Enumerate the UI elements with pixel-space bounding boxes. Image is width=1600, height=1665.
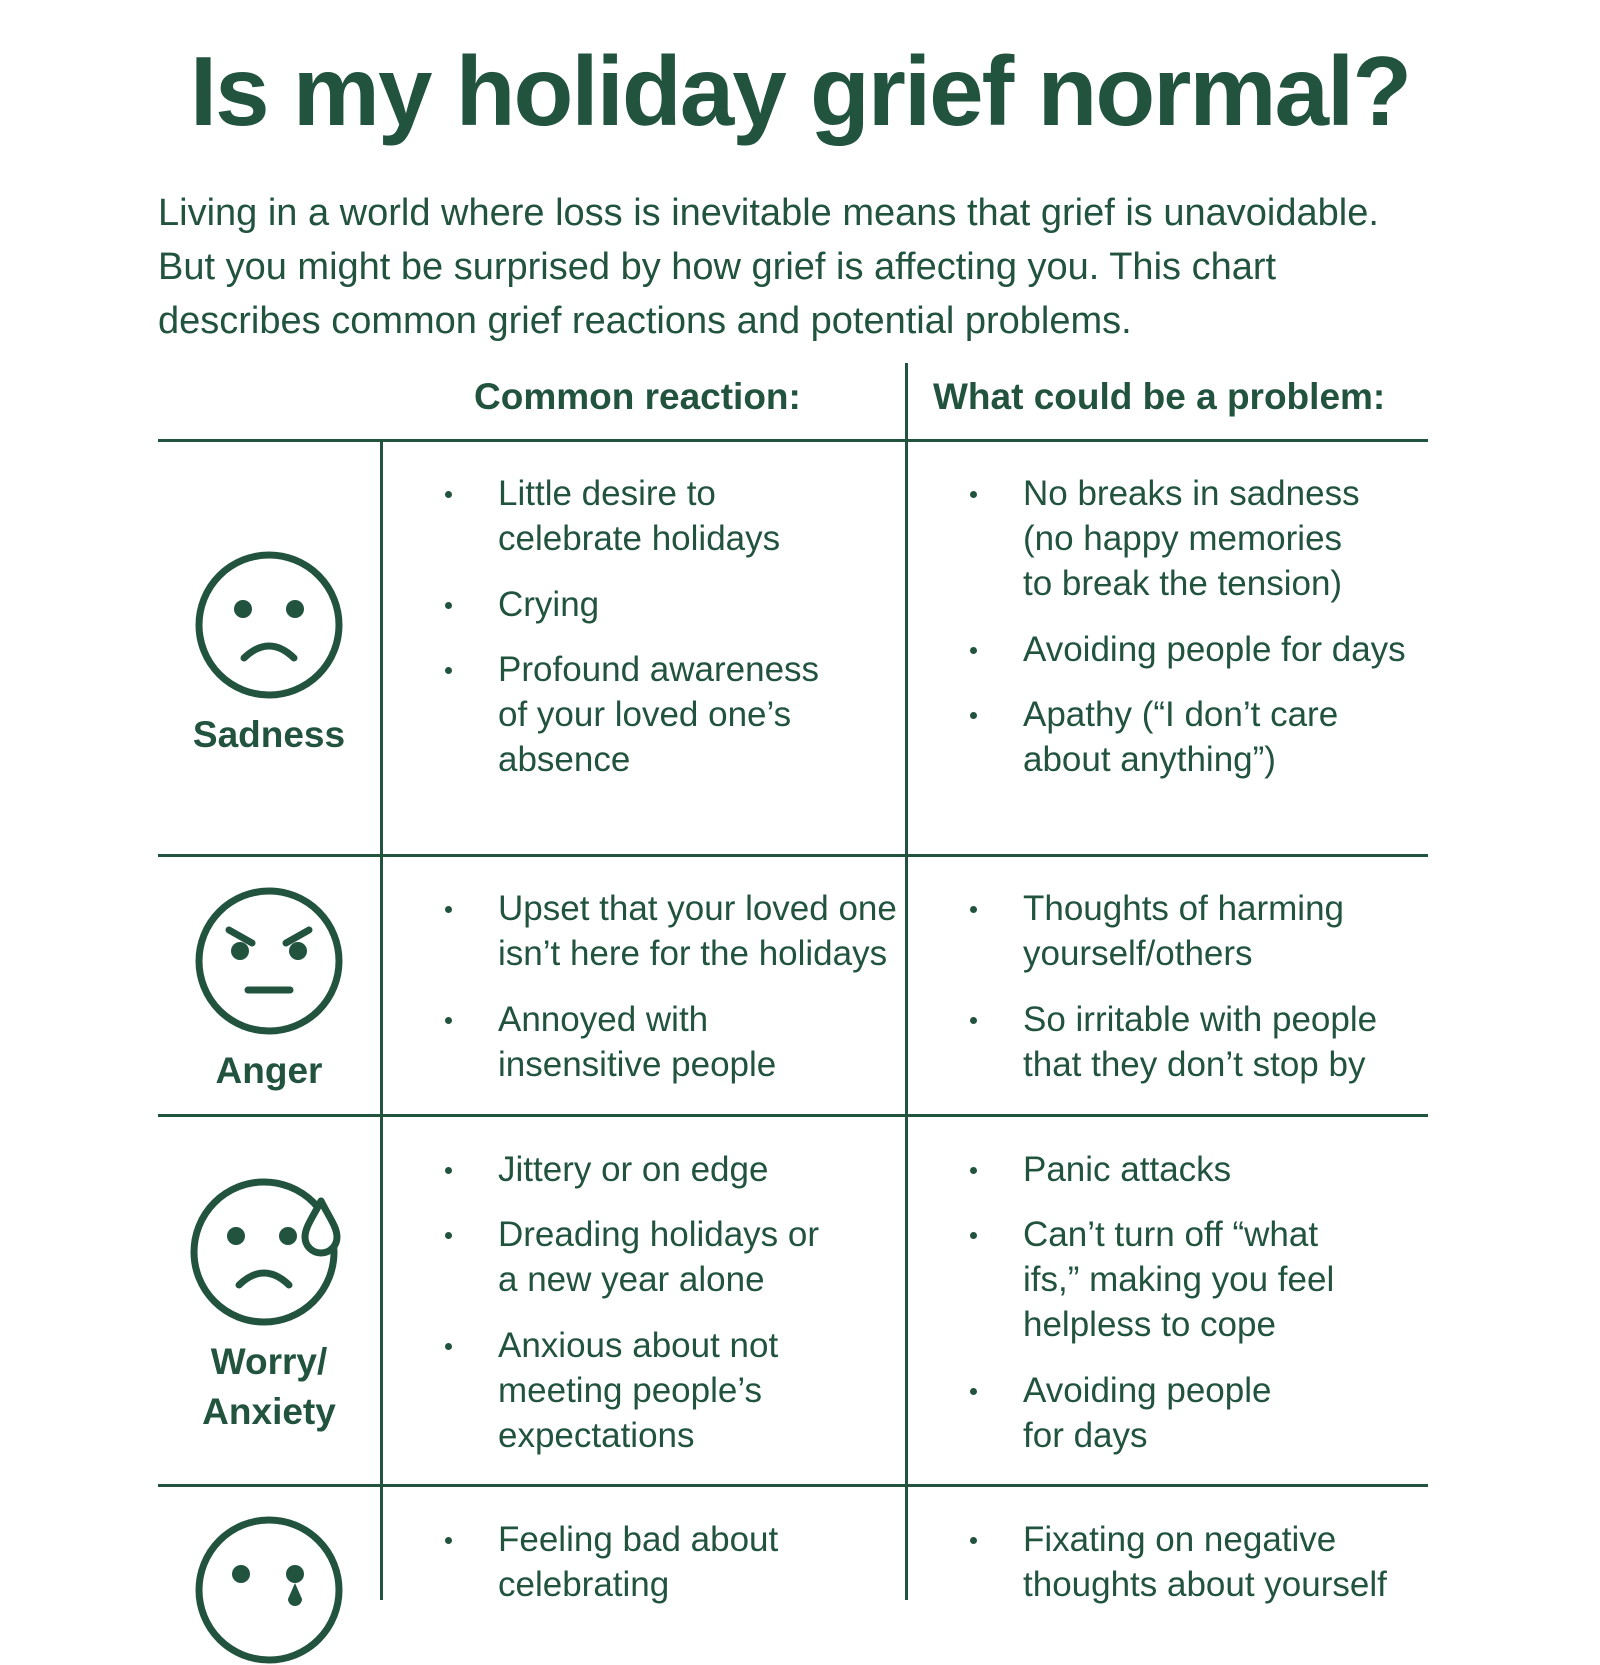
- list-item: Can’t turn off “what ifs,” making you feel helpless to cope: [963, 1212, 1423, 1347]
- header-divider: [158, 439, 1428, 442]
- list-item: No breaks in sadness (no happy memories to break the tension): [963, 471, 1423, 606]
- list-item: Jittery or on edge: [438, 1147, 898, 1192]
- emotion-sadness: [158, 550, 380, 760]
- column-divider: [905, 363, 908, 1600]
- intro-line: Living in a world where loss is inevitable means that grief is unavoidable.: [158, 192, 1379, 234]
- list-item: Avoiding people for days: [963, 627, 1423, 672]
- emotion-guilt: [158, 1515, 380, 1665]
- list-item: Feeling bad about celebrating: [438, 1517, 898, 1607]
- list-item: Fixating on negative thoughts about yourself: [963, 1517, 1423, 1607]
- page-title: Is my holiday grief normal?: [189, 36, 1411, 146]
- row-divider: [158, 1114, 1428, 1117]
- emotion-label: Worry/: [210, 1341, 328, 1382]
- emotion-worry-anxiety: [158, 1177, 380, 1437]
- list-item: Thoughts of harming yourself/others: [963, 886, 1423, 976]
- worried-sweat-face-icon: [189, 1177, 349, 1327]
- column-header-problem: What could be a problem:: [933, 376, 1386, 417]
- column-header-common: Common reaction:: [474, 376, 801, 417]
- list-item: So irritable with people that they don’t stop by: [963, 997, 1423, 1087]
- list-item: Avoiding people for days: [963, 1368, 1423, 1458]
- emotion-anger: [158, 886, 380, 1096]
- emotion-label: Sadness: [192, 714, 346, 755]
- sad-face-icon: [194, 550, 344, 700]
- list-item: Dreading holidays or a new year alone: [438, 1212, 898, 1302]
- row-divider: [158, 854, 1428, 857]
- intro-line: describes common grief reactions and potential problems.: [158, 300, 1132, 342]
- intro-line: But you might be surprised by how grief is affecting you. This chart: [158, 246, 1277, 288]
- row-divider: [158, 1484, 1428, 1487]
- emotion-label: Anxiety: [202, 1391, 336, 1432]
- emotion-label: Anger: [215, 1050, 323, 1091]
- list-item: Little desire to celebrate holidays: [438, 471, 888, 561]
- list-item: Panic attacks: [963, 1147, 1423, 1192]
- angry-face-icon: [194, 886, 344, 1036]
- column-divider: [380, 441, 383, 1600]
- list-item: Upset that your loved one isn’t here for the holidays: [438, 886, 898, 976]
- list-item: Profound awareness of your loved one’s absence: [438, 647, 888, 782]
- intro-paragraph: [158, 186, 1468, 348]
- list-item: Apathy (“I don’t care about anything”): [963, 692, 1423, 782]
- list-item: Anxious about not meeting people’s expectations: [438, 1323, 898, 1458]
- crying-face-icon: [194, 1515, 344, 1665]
- list-item: Crying: [438, 582, 888, 627]
- list-item: Annoyed with insensitive people: [438, 997, 898, 1087]
